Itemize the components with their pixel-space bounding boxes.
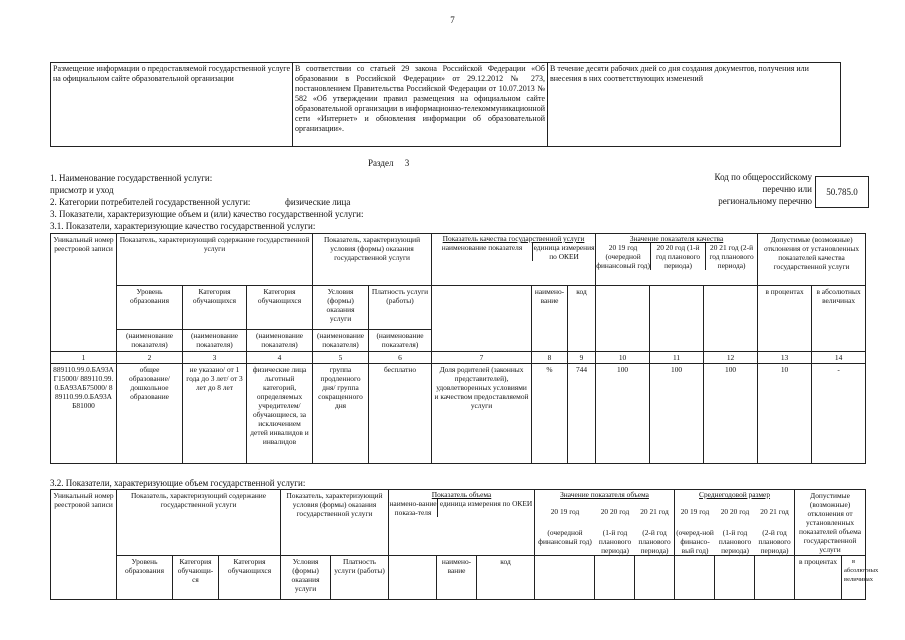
h-unit: единица измерения по ОКЕИ [533, 243, 595, 261]
h2-volume [389, 490, 535, 556]
column-numbers-row [51, 352, 866, 364]
h-content: Показатель, характеризующий содержание государственной услуги [117, 234, 313, 286]
h-quality-title: Показатель качества государственной услуги [442, 234, 585, 243]
col-num: 7 [432, 352, 532, 364]
page-number: 7 [450, 15, 455, 25]
h-conditions: Показатель, характеризующий условия (формы) оказания государственной услуги [313, 234, 432, 286]
row-v1: 100 [596, 364, 650, 464]
service-name-label: 1. Наименование государственной услуги: [50, 173, 213, 183]
s2-empty [389, 556, 437, 600]
s-pname-2: (наименование показателя) [183, 330, 247, 352]
code-label-1: Код по общероссийскому [714, 172, 812, 182]
h2-vy3: (2-й год планового периода) [638, 528, 671, 555]
s2-abs: в абсолютных величинах [842, 556, 866, 600]
s2-unit-name: наимено-вание [437, 556, 477, 600]
s-cat-students: Категория обучающихся [183, 286, 247, 330]
h2-py19: 20 19 год [680, 507, 710, 516]
s2-cat-students: Категория обучающи-ся [173, 556, 219, 600]
h-indicator-name: наименование показателя [432, 243, 533, 261]
h2-value-title: Значение показателя объема [560, 490, 649, 499]
col-num: 4 [247, 352, 313, 364]
h2-vname: наимено-вание показа-теля [389, 499, 437, 517]
h2-y20: 20 20 год [600, 507, 630, 516]
col-num: 8 [532, 352, 568, 364]
s2-p2 [715, 556, 755, 600]
code-label-2: перечню или [762, 184, 812, 194]
h2-price [675, 490, 795, 556]
col-num: 6 [369, 352, 432, 364]
col-num: 13 [758, 352, 812, 364]
service-name-value: присмотр и уход [50, 185, 114, 195]
row-v2: 100 [650, 364, 704, 464]
s-pay: Платность услуги (работы) [369, 286, 432, 330]
section-label: Раздел [368, 158, 394, 168]
s-pname-1: (наименование показателя) [117, 330, 183, 352]
quality-table [50, 233, 866, 464]
s-pname-5: (наименование показателя) [369, 330, 432, 352]
h2-vy1: (очередной финансовый год) [538, 528, 592, 546]
s-unit-name: наимено-вание [532, 286, 568, 352]
publication-table [50, 62, 841, 147]
publication-frequency: В течение десяти рабочих дней со дня создания документов, получения или внесения в них соответствующих изменений [548, 63, 841, 147]
h-year3: 20 21 год (2-й год планового периода) [709, 243, 754, 270]
col-num: 3 [183, 352, 247, 364]
h2-vy2: (1-й год планового периода) [598, 528, 632, 555]
h2-price-title: Среднегодовой размер [699, 490, 771, 499]
volume-heading: 3.2. Показатели, характеризующие объем государственной услуги: [50, 478, 306, 488]
s-level: Уровень образования [117, 286, 183, 330]
row-pay: бесплатно [369, 364, 432, 464]
row-code: 744 [568, 364, 596, 464]
h2-py21: 20 21 год [760, 507, 789, 516]
col-num: 5 [313, 352, 369, 364]
s-pname-3: (наименование показателя) [247, 330, 313, 352]
h2-y21: 20 21 год [640, 507, 669, 516]
section-heading [368, 158, 409, 169]
h2-deviation: Допустимые (возможные) отклонения от установленных показателей объема государственной услуги [795, 490, 866, 556]
s-percent: в процентах [758, 286, 812, 352]
s2-cat-studying: Категория обучающихся [219, 556, 281, 600]
s-cat-studying: Категория обучающихся [247, 286, 313, 330]
row-level: общее образование/ дошкольное образование [117, 364, 183, 464]
col-num: 1 [51, 352, 117, 364]
h2-y19: 20 19 год [550, 507, 580, 516]
h-quality [432, 234, 596, 286]
s-abs: в абсолютных величинах [812, 286, 866, 352]
s-empty [432, 286, 532, 352]
volume-table [50, 489, 879, 600]
h-year1: 20 19 год (очередной финансовый год) [596, 243, 650, 270]
row-students: не указано/ от 1 года до 3 лет/ от 3 лет до 8 лет [183, 364, 247, 464]
col-num: 9 [568, 352, 596, 364]
s-y3-empty [704, 286, 758, 352]
h-year2: 20 20 год (1-й год планового периода) [651, 243, 706, 270]
s-forms: Условия (формы) оказания услуги [313, 286, 369, 330]
h2-value [535, 490, 675, 556]
code-label-3: региональному перечню [718, 196, 812, 206]
registry-code: 50.785.0 [815, 176, 869, 208]
s-unit-code: код [568, 286, 596, 352]
col-num: 11 [650, 352, 704, 364]
s-y1-empty [596, 286, 650, 352]
s2-p3 [755, 556, 795, 600]
s2-unit-code: код [477, 556, 535, 600]
s2-pay: Платность услуги (работы) [331, 556, 389, 600]
h-deviation: Допустимые (возможные) отклонения от установленных показателей качества государственной услуги [758, 234, 866, 286]
row-studying: физические лица льготный категорий, определяемых учредителем/ обучающиеся, за исключением детей инвалидов и инвалидов [247, 364, 313, 464]
s2-v3 [635, 556, 675, 600]
col-num: 2 [117, 352, 183, 364]
s2-v1 [535, 556, 595, 600]
row-forms: группа продленного дня/ группа сокращенного дня [313, 364, 369, 464]
s2-level: Уровень образования [117, 556, 173, 600]
h-unique: Уникальный номер реестровой записи [51, 234, 117, 352]
s2-p1 [675, 556, 715, 600]
quality-heading: 3.1. Показатели, характеризующие качество государственной услуги: [50, 221, 316, 231]
publication-content: В соответствии со статьей 29 закона Российской Федерации «Об образовании в Российской Федерации» от 29.12.2012 № 273, постановлением Правительства Российской Федерации от 10.07.2013 № 582 «Об утверждении правил размещения на официальном сайте образовательной организации в информационно-телекоммуникационной сети «Интернет» и обновления информации об образовательной организации». [293, 63, 548, 147]
indicators-heading: 3. Показатели, характеризующие объем и (или) качество государственной услуги: [50, 209, 364, 219]
col-num: 10 [596, 352, 650, 364]
section-number: 3 [404, 158, 410, 168]
h2-unit: единица измерения по ОКЕИ [439, 499, 533, 508]
row-v3: 100 [704, 364, 758, 464]
row-id: 889110.99.0.БА93АГ15000/ 889110.99.0.БА93АБ75000/ 889110.99.0.БА93АБ81000 [51, 364, 117, 464]
row-unit: % [532, 364, 568, 464]
h2-py2: (1-й год планового периода) [718, 528, 752, 555]
s-y2-empty [650, 286, 704, 352]
row-indicator: Доля родителей (законных представителей), удовлетворенных условиями и качеством предоставляемой услуги [432, 364, 532, 464]
h2-unique: Уникальный номер реестровой записи [51, 490, 117, 600]
table-row [51, 364, 866, 464]
col-num: 12 [704, 352, 758, 364]
s2-v2 [595, 556, 635, 600]
publication-method: Размещение информации о предоставляемой государственной услуге на официальном сайте образовательной организации [51, 63, 293, 147]
consumers-label: 2. Категории потребителей государственной услуги: [50, 197, 251, 207]
h-value-title: Значение показателя качества [629, 234, 724, 243]
h2-conditions: Показатель, характеризующий условия (формы) оказания государственной услуги [281, 490, 389, 556]
s-pname-4: (наименование показателя) [313, 330, 369, 352]
h2-py1: (очеред-ной финансо-вый год) [676, 528, 714, 555]
h2-volume-title: Показатель объема [431, 490, 492, 499]
h-value [596, 234, 758, 286]
h2-py20: 20 20 год [720, 507, 750, 516]
s2-percent: в процентах [795, 556, 842, 600]
col-num: 14 [812, 352, 866, 364]
row-dev-pct: 10 [758, 364, 812, 464]
h2-py3: (2-й год планового периода) [758, 528, 791, 555]
h2-content: Показатель, характеризующий содержание государственной услуги [117, 490, 281, 556]
consumers-value: физические лица [285, 197, 351, 207]
s2-forms: Условия (формы) оказания услуги [281, 556, 331, 600]
row-dev-abs: - [812, 364, 866, 464]
